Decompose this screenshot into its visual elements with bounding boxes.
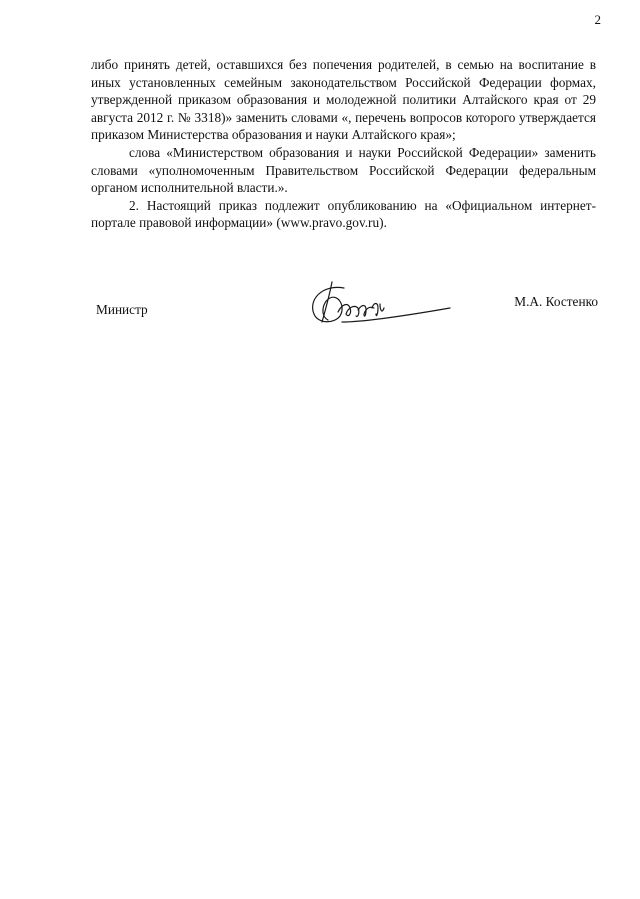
paragraph-replace-words: слова «Министерством образования и науки Российской Федерации» заменить словами «уполномоченным Правительством Российской Федерации федеральным органом исполнительной власти.». xyxy=(91,144,596,196)
handwritten-signature xyxy=(304,278,454,334)
page-number: 2 xyxy=(594,12,601,27)
signatory-name: М.А. Костенко xyxy=(514,294,598,309)
signatory-title: Министр xyxy=(96,302,148,317)
paragraph-publication: 2. Настоящий приказ подлежит опубликованию на «Официальном интернет-портале правовой информации» (www.pravo.gov.ru). xyxy=(91,197,596,231)
document-body xyxy=(91,56,596,232)
paragraph-continuation: либо принять детей, оставшихся без попечения родителей, в семью на воспитание в иных установленных семейным законодательством Российской Федерации формах, утвержденной приказом образования и молодежной политики Алтайского края от 29 августа 2012 г. № 3318)» заменить словами «, перечень вопросов которого утверждается приказом Министерства образования и науки Алтайского края»; xyxy=(91,57,596,143)
